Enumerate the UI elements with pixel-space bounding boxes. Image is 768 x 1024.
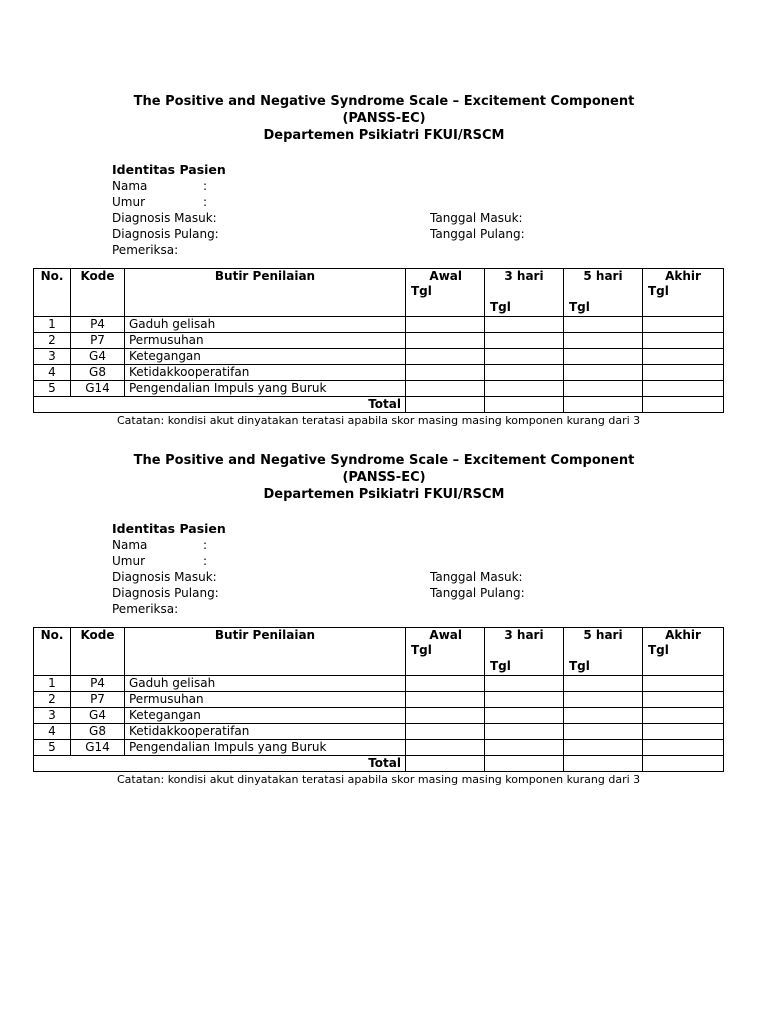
nama-colon: :: [203, 538, 208, 552]
identity-heading: Identitas Pasien: [112, 521, 226, 536]
total-5-hari[interactable]: [564, 397, 643, 413]
cell-awal[interactable]: [406, 349, 485, 365]
total-label: Total: [34, 756, 406, 772]
header-kode: Kode: [71, 269, 125, 317]
scoring-table: [33, 268, 724, 413]
header-akhir-tgl: Tgl: [648, 284, 669, 298]
total-akhir[interactable]: [643, 756, 724, 772]
table-row: [34, 317, 724, 333]
nama-colon: :: [203, 179, 208, 193]
header-awal-tgl: Tgl: [411, 643, 432, 657]
cell-butir: Pengendalian Impuls yang Buruk: [125, 381, 406, 397]
table-row: [34, 333, 724, 349]
footnote: Catatan: kondisi akut dinyatakan teratasi apabila skor masing masing komponen kurang dari 3: [117, 414, 641, 427]
cell-5-hari[interactable]: [564, 333, 643, 349]
total-label: Total: [34, 397, 406, 413]
nama-label: Nama: [112, 538, 148, 552]
cell-5-hari[interactable]: [564, 740, 643, 756]
cell-awal[interactable]: [406, 692, 485, 708]
scoring-table: [33, 627, 724, 772]
cell-no: 2: [34, 333, 71, 349]
table-header-row: [34, 269, 724, 317]
header-3-hari: [485, 269, 564, 317]
cell-butir: Ketidakkooperatifan: [125, 365, 406, 381]
cell-3-hari[interactable]: [485, 365, 564, 381]
cell-kode: G8: [71, 724, 125, 740]
header-no: No.: [34, 628, 71, 676]
total-awal[interactable]: [406, 756, 485, 772]
header-akhir-label: Akhir: [665, 628, 701, 642]
header-awal: [406, 269, 485, 317]
title-line-3: Departemen Psikiatri FKUI/RSCM: [263, 487, 505, 502]
header-butir: Butir Penilaian: [125, 269, 406, 317]
cell-5-hari[interactable]: [564, 692, 643, 708]
cell-3-hari[interactable]: [485, 724, 564, 740]
cell-kode: G8: [71, 365, 125, 381]
header-awal: [406, 628, 485, 676]
title-line-1: The Positive and Negative Syndrome Scale – Excitement Component: [133, 453, 635, 468]
header-3-hari: [485, 628, 564, 676]
cell-awal[interactable]: [406, 365, 485, 381]
cell-5-hari[interactable]: [564, 365, 643, 381]
table-row: [34, 740, 724, 756]
umur-row: [112, 553, 732, 569]
total-akhir[interactable]: [643, 397, 724, 413]
patient-identity: [112, 521, 732, 617]
form-title: [0, 93, 768, 144]
cell-3-hari[interactable]: [485, 676, 564, 692]
total-3-hari[interactable]: [485, 756, 564, 772]
cell-awal[interactable]: [406, 676, 485, 692]
total-row: [34, 756, 724, 772]
cell-awal[interactable]: [406, 708, 485, 724]
cell-akhir[interactable]: [643, 333, 724, 349]
header-5-hari-label: 5 hari: [583, 269, 623, 283]
header-akhir-tgl: Tgl: [648, 643, 669, 657]
cell-kode: G4: [71, 349, 125, 365]
diagnosis-masuk-label: Diagnosis Masuk:: [112, 570, 217, 584]
cell-no: 2: [34, 692, 71, 708]
tanggal-pulang-label: Tanggal Pulang:: [430, 227, 525, 241]
table-row: [34, 708, 724, 724]
cell-kode: G14: [71, 381, 125, 397]
nama-row: [112, 178, 732, 194]
pemeriksa-label: Pemeriksa:: [112, 602, 179, 616]
cell-akhir[interactable]: [643, 708, 724, 724]
cell-no: 3: [34, 349, 71, 365]
tanggal-masuk-label: Tanggal Masuk:: [430, 570, 523, 584]
umur-label: Umur: [112, 195, 146, 209]
umur-colon: :: [203, 554, 208, 568]
tanggal-pulang-label: Tanggal Pulang:: [430, 586, 525, 600]
cell-akhir[interactable]: [643, 740, 724, 756]
table-header-row: [34, 628, 724, 676]
total-5-hari[interactable]: [564, 756, 643, 772]
cell-5-hari[interactable]: [564, 349, 643, 365]
cell-3-hari[interactable]: [485, 740, 564, 756]
header-akhir-label: Akhir: [665, 269, 701, 283]
nama-row: [112, 537, 732, 553]
cell-butir: Pengendalian Impuls yang Buruk: [125, 740, 406, 756]
diagnosis-masuk-label: Diagnosis Masuk:: [112, 211, 217, 225]
cell-3-hari[interactable]: [485, 692, 564, 708]
umur-colon: :: [203, 195, 208, 209]
pemeriksa-row: [112, 242, 732, 258]
title-line-3: Departemen Psikiatri FKUI/RSCM: [263, 128, 505, 143]
cell-no: 4: [34, 365, 71, 381]
cell-no: 5: [34, 740, 71, 756]
cell-butir: Gaduh gelisah: [125, 317, 406, 333]
cell-akhir[interactable]: [643, 365, 724, 381]
cell-kode: P7: [71, 692, 125, 708]
cell-awal[interactable]: [406, 333, 485, 349]
cell-3-hari[interactable]: [485, 317, 564, 333]
diagnosis-masuk-row: [112, 569, 732, 585]
form-title: [0, 452, 768, 503]
cell-akhir[interactable]: [643, 676, 724, 692]
cell-5-hari[interactable]: [564, 381, 643, 397]
cell-butir: Ketidakkooperatifan: [125, 724, 406, 740]
cell-kode: G14: [71, 740, 125, 756]
cell-3-hari[interactable]: [485, 349, 564, 365]
header-awal-label: Awal: [429, 628, 462, 642]
table-row: [34, 676, 724, 692]
cell-no: 3: [34, 708, 71, 724]
umur-row: [112, 194, 732, 210]
cell-butir: Gaduh gelisah: [125, 676, 406, 692]
cell-no: 4: [34, 724, 71, 740]
diagnosis-pulang-row: [112, 226, 732, 242]
title-line-1: The Positive and Negative Syndrome Scale – Excitement Component: [133, 94, 635, 109]
cell-akhir[interactable]: [643, 349, 724, 365]
table-row: [34, 381, 724, 397]
cell-kode: P7: [71, 333, 125, 349]
header-awal-tgl: Tgl: [411, 284, 432, 298]
cell-awal[interactable]: [406, 724, 485, 740]
header-5-hari-tgl: Tgl: [569, 300, 590, 314]
table-row: [34, 724, 724, 740]
header-3-hari-label: 3 hari: [504, 269, 544, 283]
header-3-hari-label: 3 hari: [504, 628, 544, 642]
header-kode: Kode: [71, 628, 125, 676]
pemeriksa-row: [112, 601, 732, 617]
cell-no: 1: [34, 676, 71, 692]
diagnosis-pulang-label: Diagnosis Pulang:: [112, 227, 219, 241]
cell-butir: Ketegangan: [125, 349, 406, 365]
cell-3-hari[interactable]: [485, 708, 564, 724]
patient-identity: [112, 162, 732, 258]
tanggal-masuk-label: Tanggal Masuk:: [430, 211, 523, 225]
cell-akhir[interactable]: [643, 381, 724, 397]
cell-5-hari[interactable]: [564, 317, 643, 333]
cell-akhir[interactable]: [643, 317, 724, 333]
table-row: [34, 349, 724, 365]
header-awal-label: Awal: [429, 269, 462, 283]
diagnosis-masuk-row: [112, 210, 732, 226]
cell-3-hari[interactable]: [485, 381, 564, 397]
table-row: [34, 692, 724, 708]
cell-no: 5: [34, 381, 71, 397]
header-3-hari-tgl: Tgl: [490, 300, 511, 314]
cell-awal[interactable]: [406, 381, 485, 397]
umur-label: Umur: [112, 554, 146, 568]
cell-awal[interactable]: [406, 740, 485, 756]
pemeriksa-label: Pemeriksa:: [112, 243, 179, 257]
total-row: [34, 397, 724, 413]
cell-butir: Permusuhan: [125, 333, 406, 349]
total-awal[interactable]: [406, 397, 485, 413]
header-3-hari-tgl: Tgl: [490, 659, 511, 673]
cell-kode: G4: [71, 708, 125, 724]
total-3-hari[interactable]: [485, 397, 564, 413]
cell-akhir[interactable]: [643, 724, 724, 740]
footnote: Catatan: kondisi akut dinyatakan teratasi apabila skor masing masing komponen kurang dari 3: [117, 773, 641, 786]
cell-kode: P4: [71, 317, 125, 333]
table-row: [34, 365, 724, 381]
header-akhir: [643, 628, 724, 676]
title-line-2: (PANSS-EC): [342, 111, 426, 126]
diagnosis-pulang-label: Diagnosis Pulang:: [112, 586, 219, 600]
header-butir: Butir Penilaian: [125, 628, 406, 676]
diagnosis-pulang-row: [112, 585, 732, 601]
nama-label: Nama: [112, 179, 148, 193]
cell-butir: Ketegangan: [125, 708, 406, 724]
cell-3-hari[interactable]: [485, 333, 564, 349]
title-line-2: (PANSS-EC): [342, 470, 426, 485]
header-5-hari-label: 5 hari: [583, 628, 623, 642]
cell-5-hari[interactable]: [564, 724, 643, 740]
cell-awal[interactable]: [406, 317, 485, 333]
cell-kode: P4: [71, 676, 125, 692]
identity-heading: Identitas Pasien: [112, 162, 226, 177]
header-no: No.: [34, 269, 71, 317]
cell-no: 1: [34, 317, 71, 333]
cell-5-hari[interactable]: [564, 708, 643, 724]
cell-butir: Permusuhan: [125, 692, 406, 708]
cell-akhir[interactable]: [643, 692, 724, 708]
header-akhir: [643, 269, 724, 317]
header-5-hari-tgl: Tgl: [569, 659, 590, 673]
cell-5-hari[interactable]: [564, 676, 643, 692]
header-5-hari: [564, 269, 643, 317]
header-5-hari: [564, 628, 643, 676]
